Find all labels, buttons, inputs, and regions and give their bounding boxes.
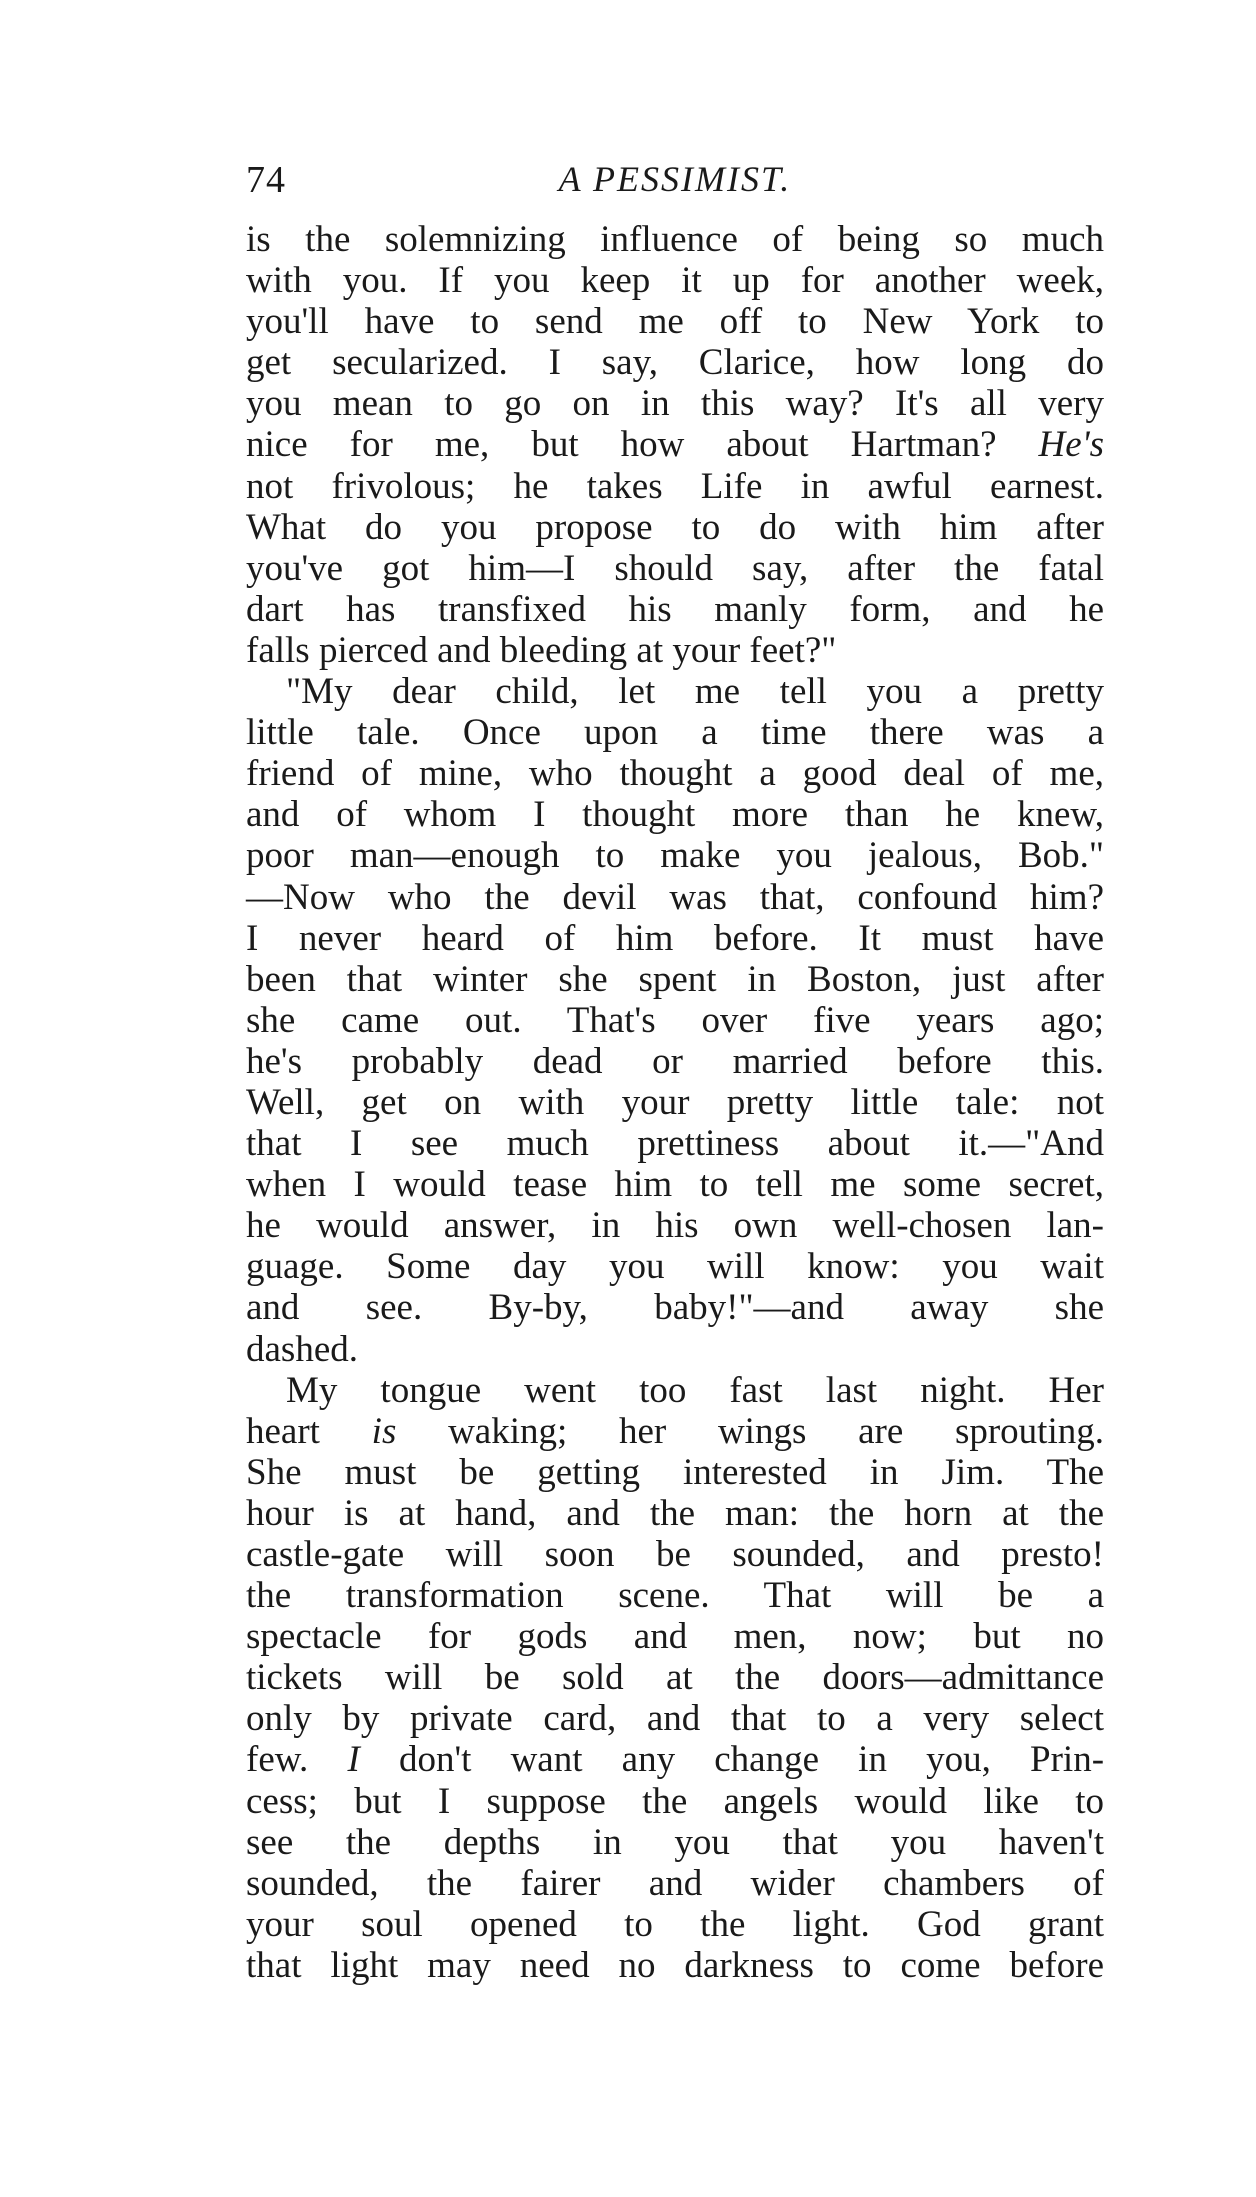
text-line: dashed. xyxy=(246,1328,358,1370)
text-segment: heart xyxy=(246,1410,320,1452)
italic-word: is xyxy=(371,1410,397,1452)
text-line: not frivolous; he takes Life in awful earnest. xyxy=(246,465,1104,507)
italic-word: I xyxy=(347,1739,360,1781)
text-line: Well, get on with your pretty little tale: not xyxy=(246,1081,1104,1123)
text-line: tickets will be sold at the doors—admittance xyxy=(246,1657,1104,1699)
text-line: sounded, the fairer and wider chambers of xyxy=(246,1862,1104,1904)
text-line: she came out. That's over five years ago; xyxy=(246,999,1104,1041)
text-segment: nice for me, but how about Hartman? xyxy=(246,424,997,466)
text-segment: don't want any change in you, Prin- xyxy=(398,1739,1105,1781)
running-title: A PESSIMIST. xyxy=(558,159,792,199)
text-line: you'll have to send me off to New York to xyxy=(246,301,1104,343)
text-line: hour is at hand, and the man: the horn at the xyxy=(246,1492,1104,1534)
text-line: and of whom I thought more than he knew, xyxy=(246,794,1104,836)
text-line: falls pierced and bleeding at your feet?" xyxy=(246,629,837,671)
text-line: that light may need no darkness to come before xyxy=(246,1944,1104,1986)
text-line: is the solemnizing influence of being so much xyxy=(246,219,1104,260)
text-line xyxy=(246,1739,1104,1780)
text-line: My tongue went too fast last night. Her xyxy=(286,1369,1104,1411)
text-line: "My dear child, let me tell you a pretty xyxy=(286,671,1104,713)
text-line: I never heard of him before. It must have xyxy=(246,917,1104,959)
text-line: and see. By-by, baby!"—and away she xyxy=(246,1287,1104,1329)
text-line: he would answer, in his own well-chosen lan- xyxy=(246,1205,1104,1247)
text-line: when I would tease him to tell me some secret, xyxy=(246,1164,1104,1206)
text-line: been that winter she spent in Boston, just after xyxy=(246,958,1104,1000)
text-line: cess; but I suppose the angels would like to xyxy=(246,1780,1104,1822)
text-line: spectacle for gods and men, now; but no xyxy=(246,1616,1104,1658)
text-line: the transformation scene. That will be a xyxy=(246,1575,1104,1617)
text-line: castle-gate will soon be sounded, and presto! xyxy=(246,1534,1104,1575)
text-line xyxy=(246,424,1104,465)
text-line: dart has transfixed his manly form, and he xyxy=(246,588,1104,630)
text-line: your soul opened to the light. God grant xyxy=(246,1903,1104,1945)
text-line: friend of mine, who thought a good deal of me, xyxy=(246,753,1104,795)
italic-word: He's xyxy=(1038,424,1105,466)
text-line: he's probably dead or married before this. xyxy=(246,1040,1104,1082)
text-segment: few. xyxy=(246,1739,309,1781)
text-line: you've got him—I should say, after the fatal xyxy=(246,547,1104,589)
page-header xyxy=(246,158,1104,208)
text-line: guage. Some day you will know: you wait xyxy=(246,1246,1104,1288)
text-line: only by private card, and that to a very select xyxy=(246,1698,1104,1740)
text-line: What do you propose to do with him after xyxy=(246,506,1104,548)
text-line: poor man—enough to make you jealous, Bob." xyxy=(246,835,1104,877)
text-line: little tale. Once upon a time there was a xyxy=(246,712,1104,754)
text-line xyxy=(246,1411,1104,1452)
page-number: 74 xyxy=(246,159,286,201)
text-line: with you. If you keep it up for another week, xyxy=(246,260,1104,302)
text-line: that I see much prettiness about it.—"And xyxy=(246,1123,1104,1165)
text-line: you mean to go on in this way? It's all very xyxy=(246,383,1104,425)
text-line: get secularized. I say, Clarice, how long do xyxy=(246,342,1104,384)
text-line: She must be getting interested in Jim. The xyxy=(246,1451,1104,1493)
text-line: see the depths in you that you haven't xyxy=(246,1821,1104,1863)
text-line: —Now who the devil was that, confound him? xyxy=(246,876,1104,918)
body-text xyxy=(246,219,1104,1986)
text-segment: waking; her wings are sprouting. xyxy=(448,1410,1104,1452)
